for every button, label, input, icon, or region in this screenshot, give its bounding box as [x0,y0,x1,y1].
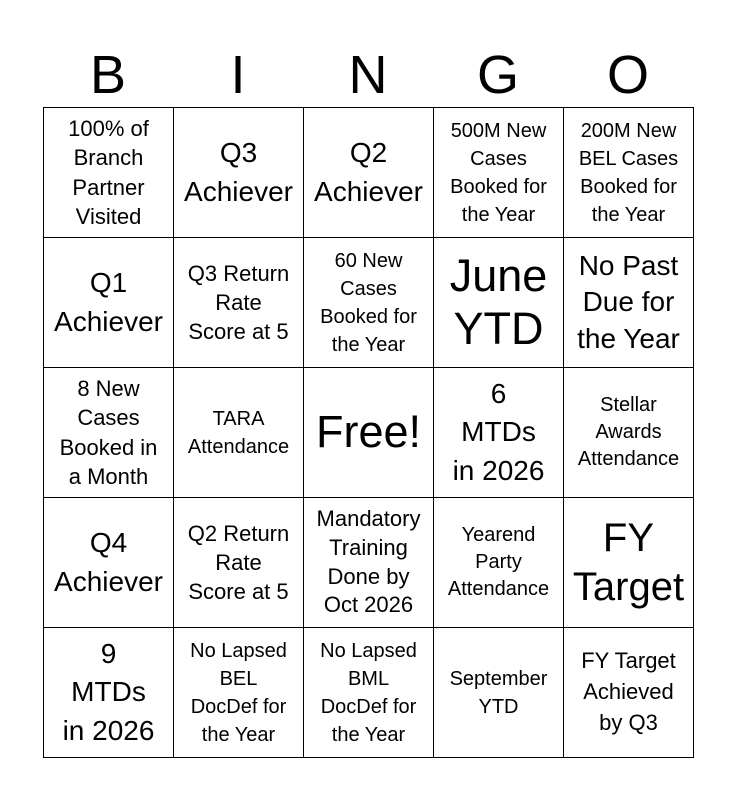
bingo-cell[interactable]: FY Target Achieved by Q3 [564,628,694,758]
bingo-cell[interactable]: 6 MTDs in 2026 [434,368,564,498]
bingo-cell[interactable]: September YTD [434,628,564,758]
bingo-cell[interactable]: Q3 Return Rate Score at 5 [174,238,304,368]
header-letter-n: N [348,45,388,105]
header-letter-g: G [476,45,519,105]
bingo-cell[interactable]: Q1 Achiever [44,238,174,368]
bingo-cell[interactable]: No Lapsed BML DocDef for the Year [304,628,434,758]
bingo-cell[interactable]: 200M New BEL Cases Booked for the Year [564,108,694,238]
free-space-cell[interactable]: Free! [304,368,434,498]
bingo-cell[interactable]: June YTD [434,238,564,368]
bingo-cell[interactable]: Q3 Achiever [174,108,304,238]
bingo-cell[interactable]: Mandatory Training Done by Oct 2026 [304,498,434,628]
bingo-cell[interactable]: No Lapsed BEL DocDef for the Year [174,628,304,758]
bingo-card-grid [43,107,694,758]
header-letter-b: B [89,45,127,105]
bingo-cell[interactable]: Q4 Achiever [44,498,174,628]
header-letter-i: I [230,45,246,105]
bingo-cell[interactable]: 100% of Branch Partner Visited [44,108,174,238]
header-letter-o: O [606,45,649,105]
bingo-cell[interactable]: 500M New Cases Booked for the Year [434,108,564,238]
bingo-cell[interactable]: FY Target [564,498,694,628]
bingo-cell[interactable]: No Past Due for the Year [564,238,694,368]
bingo-cell[interactable]: 8 New Cases Booked in a Month [44,368,174,498]
bingo-cell[interactable]: 9 MTDs in 2026 [44,628,174,758]
bingo-cell[interactable]: Yearend Party Attendance [434,498,564,628]
bingo-cell[interactable]: 60 New Cases Booked for the Year [304,238,434,368]
bingo-header [43,44,693,106]
bingo-cell[interactable]: TARA Attendance [174,368,304,498]
bingo-cell[interactable]: Q2 Return Rate Score at 5 [174,498,304,628]
bingo-cell[interactable]: Stellar Awards Attendance [564,368,694,498]
bingo-cell[interactable]: Q2 Achiever [304,108,434,238]
